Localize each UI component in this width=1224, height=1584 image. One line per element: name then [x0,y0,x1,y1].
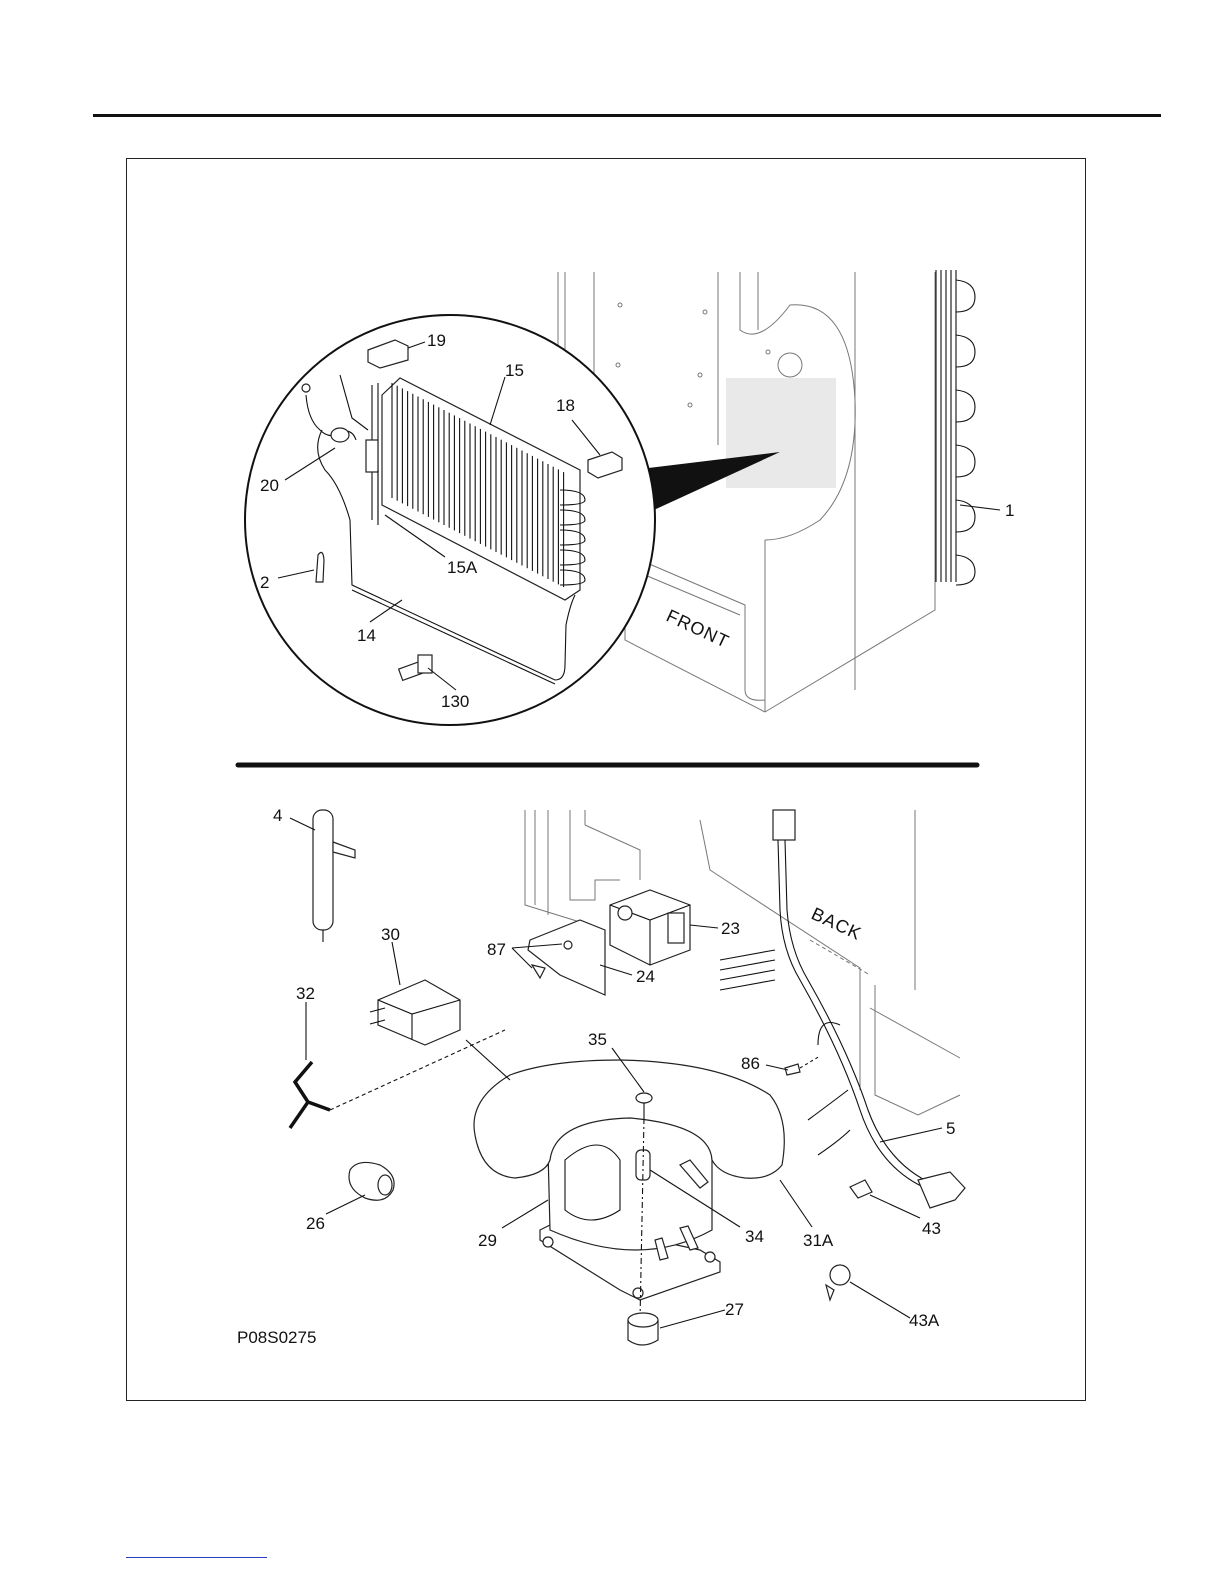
callout-18: 18 [556,396,575,415]
callout-15a: 15A [447,558,478,577]
callout-34: 34 [745,1227,764,1246]
drier-part-4 [313,810,355,942]
callout-29: 29 [478,1231,497,1250]
condenser-coil [936,270,975,585]
callout-19: 19 [427,331,446,350]
callout-23: 23 [721,919,740,938]
callout-43: 43 [922,1219,941,1238]
callout-43a: 43A [909,1311,940,1330]
clamp-part-43a [826,1265,850,1300]
front-label: FRONT [663,605,733,652]
callout-20: 20 [260,476,279,495]
callout-2: 2 [260,573,270,592]
callout-15: 15 [505,361,524,380]
callout-4: 4 [273,806,283,825]
callout-5: 5 [946,1119,956,1138]
back-label: BACK [808,903,865,945]
bracket-part-24 [528,920,605,995]
callout-14: 14 [357,626,376,645]
lower-section [237,806,965,1347]
clip-part-43 [850,1180,872,1198]
callout-30: 30 [381,925,400,944]
callout-86: 86 [741,1054,760,1073]
figure-code: P08S0275 [237,1328,317,1347]
timer-part-23 [610,890,690,965]
callout-1: 1 [1005,501,1015,520]
callout-24: 24 [636,967,655,986]
callout-32: 32 [296,984,315,1003]
callout-26: 26 [306,1214,325,1233]
callout-35: 35 [588,1030,607,1049]
relay-part-30 [370,980,460,1045]
callout-87: 87 [487,940,506,959]
part-26-bumper [349,1162,394,1200]
upper-section [245,270,1014,725]
callout-27: 27 [725,1300,744,1319]
grommet-part-27 [628,1313,658,1345]
callout-31a: 31A [803,1231,834,1250]
callout-130: 130 [441,692,470,711]
wire-part-32 [290,1062,330,1128]
